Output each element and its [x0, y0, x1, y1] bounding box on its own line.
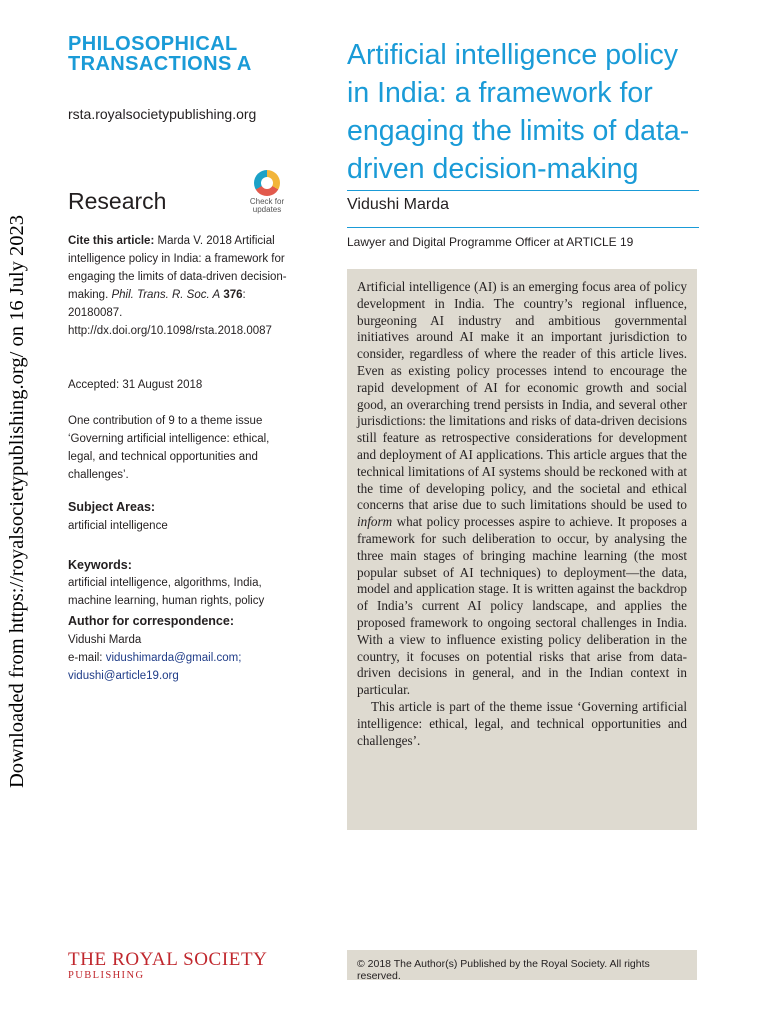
- journal-site-link[interactable]: rsta.royalsocietypublishing.org: [68, 106, 257, 122]
- email-link-secondary[interactable]: vidushi@article19.org: [68, 670, 179, 682]
- download-stamp: Downloaded from https://royalsocietypublishing.org/ on 16 July 2023: [6, 214, 28, 788]
- citation-block: [68, 232, 298, 340]
- abstract-paragraph-1: Artificial intelligence (AI) is an emerging focus area of policy development in India. The country’s regional influence, burgeoning AI industry and ambitious governmental initiatives around AI make it an important jurisdiction to consider, regardless of where the reader of this article lives. Even as existing policy processes intend to encourage the rapid development of AI for economic growth and social good, an overarching trend persists in India, and several other jurisdictions: the limitations and risks of data-driven decisions still feature as retrospective considerations for development and deployment of AI applications. This article argues that the technical limitations of AI systems should be reckoned with at the time of developing policy, and the societal and ethical concerns that arise due to such limitations should be used to inform what policy processes aspire to achieve. It proposes a framework for such deliberation to occur, by analysing the three main stages of bringing machine learning (the most popular subset of AI techniques) to deployment—the data, model and application stage. It is written against the backdrop of India’s current AI policy landscape, and applies the proposed framework to ongoing sectoral challenges in India. With a view to influence existing policy deliberation in the country, it focuses on potential risks that arise from data-driven decisions in general, and in the Indian context in particular.: [357, 279, 688, 698]
- publisher-name: THE ROYAL SOCIETY: [68, 949, 268, 970]
- citation-article-number: : 20180087.: [68, 289, 246, 319]
- citation-volume: 376: [223, 289, 243, 301]
- keywords-heading: Keywords:: [68, 558, 132, 572]
- abstract-box: [347, 269, 697, 830]
- crossmark-icon: [254, 170, 280, 196]
- email-label: e-mail:: [68, 652, 103, 664]
- subject-areas-value: artificial intelligence: [68, 520, 168, 532]
- author-divider: [347, 227, 699, 228]
- theme-issue-note: One contribution of 9 to a theme issue ‘Governing artificial intelligence: ethical, legal, and technical opportunities and challenges’.: [68, 415, 270, 481]
- journal-name-line1: PHILOSOPHICAL: [68, 33, 238, 55]
- title-divider: [347, 190, 699, 191]
- publisher-subname: PUBLISHING: [68, 970, 145, 981]
- section-label: Research: [68, 188, 167, 214]
- journal-name-line2: TRANSACTIONS A: [68, 53, 252, 75]
- accepted-date: Accepted: 31 August 2018: [68, 379, 203, 391]
- abstract-emphasis: inform: [357, 514, 393, 530]
- doi-link[interactable]: http://dx.doi.org/10.1098/rsta.2018.0087: [68, 325, 272, 337]
- author-name: Vidushi Marda: [347, 196, 449, 213]
- keywords-value: artificial intelligence, algorithms, India, machine learning, human rights, policy: [68, 577, 265, 607]
- check-for-updates-button[interactable]: [245, 170, 289, 214]
- publisher-logo[interactable]: [68, 950, 268, 982]
- citation-text: Marda V. 2018 Artificial intelligence policy in India: a framework for engaging the limits of data-driven decision-making.: [68, 235, 287, 301]
- copyright-notice: © 2018 The Author(s) Published by the Royal Society. All rights reserved.: [347, 950, 697, 980]
- citation-journal: Phil. Trans. R. Soc. A: [111, 289, 221, 301]
- correspondence-block: [68, 631, 298, 685]
- correspondence-name: Vidushi Marda: [68, 634, 142, 646]
- author-affiliation: Lawyer and Digital Programme Officer at ARTICLE 19: [347, 235, 634, 249]
- check-for-updates-label: Check for updates: [249, 197, 285, 214]
- journal-name[interactable]: [68, 34, 252, 74]
- abstract-paragraph-2: This article is part of the theme issue ‘Governing artificial intelligence: ethical, legal, and technical opportunities and challenges’.: [357, 698, 687, 748]
- article-title: Artificial intelligence policy in India: a framework for engaging the limits of data-driven decision-making: [347, 39, 690, 185]
- correspondence-heading: Author for correspondence:: [68, 614, 234, 628]
- email-link-primary[interactable]: vidushimarda@gmail.com;: [105, 652, 242, 664]
- citation-label: Cite this article:: [68, 235, 155, 247]
- subject-areas-heading: Subject Areas:: [68, 500, 156, 514]
